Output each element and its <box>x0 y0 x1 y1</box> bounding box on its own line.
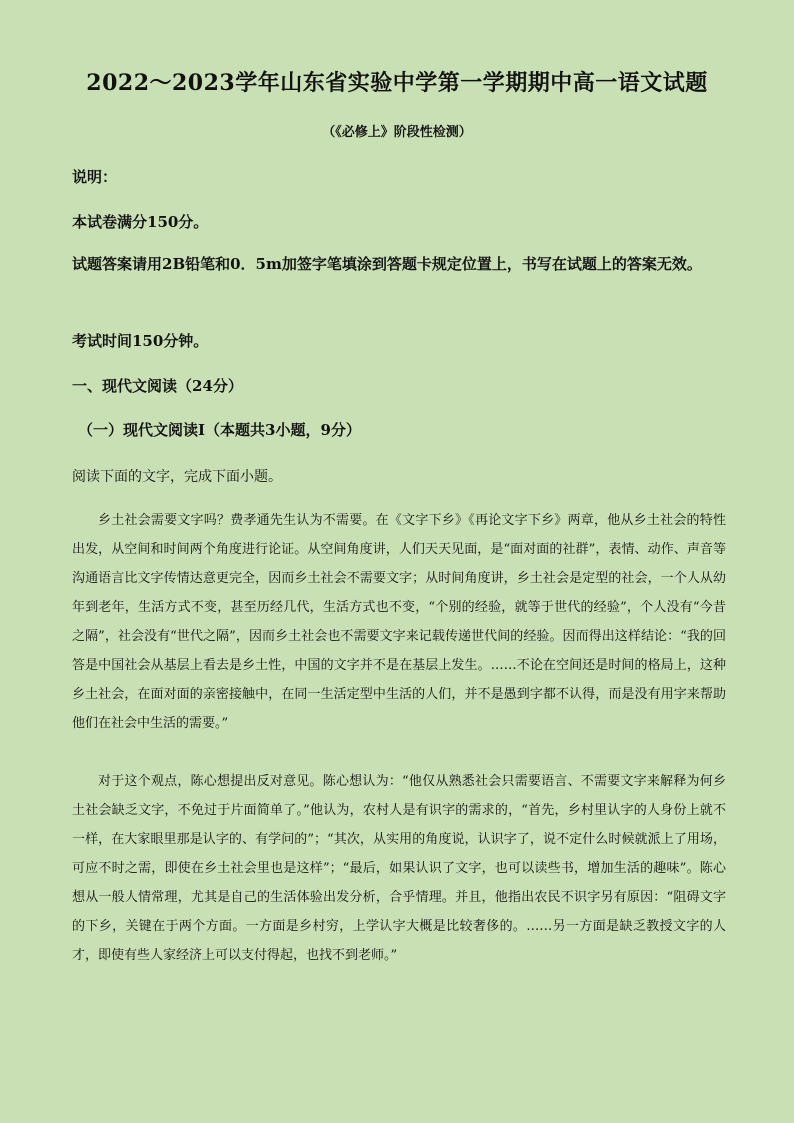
passage-paragraph-1: 乡土社会需要文字吗？费孝通先生认为不需要。在《文字下乡》《再论文字下乡》两章，他从乡土社会的特性出发，从空间和时间两个角度进行论证。从空间角度讲，人们天天见面，是“面对面的社群”，表情、动作、声音等沟通语言比文字传情达意更完全，因而乡土社会不需要文字；从时间角度讲，乡土社会是定型的社会，一个人从幼年到老年，生活方式不变，甚至历经几代，生活方式也不变，“个别的经验，就等于世代的经验”，个人没有“今昔之隔”，社会没有“世代之隔”，因而乡土社会也不需要文字来记载传递世代间的经验。因而得出这样结论：“我的回答是中国社会从基层上看去是乡土性，中国的文字并不是在基层上发生。……不论在空间还是时间的格局上，这种乡土社会，在面对面的亲密接触中，在同一生活定型中生活的人们，并不是愚到字都不认得，而是没有用字来帮助他们在社会中生活的需要。” <box>72 513 726 731</box>
document-title: 2022～2023学年山东省实验中学第一学期期中高一语文试题 <box>86 70 708 96</box>
notes-label: 说明： <box>72 168 118 186</box>
notes-item-score: 本试卷满分150分。 <box>72 213 209 231</box>
section-heading: 一、现代文阅读（24分） <box>72 377 243 395</box>
passage-paragraph-2: 对于这个观点，陈心想提出反对意见。陈心想认为：“他仅从熟悉社会只需要语言、不需要文字来解释为何乡土社会缺乏文字，不免过于片面简单了。”他认为，农村人是有识字的需求的，“首先，乡村里认字的人身份上就不一样，在大家眼里那是认字的、有学问的”；“其次，从实用的角度说，认识字了，说不定什么时候就派上了用场，可应不时之需，即使在乡土社会里也是这样”；“最后，如果认识了文字，也可以读些书，增加生活的趣味”。陈心想从一般人情常理，尤其是自己的生活体验出发分析，合乎情理。并且，他指出农民不识字另有原因：“阻碍文字的下乡，关键在于两个方面。一方面是乡村穷，上学认字大概是比较奢侈的。……另一方面是缺乏教授文字的人才，即使有些人家经济上可以支付得起，也找不到老师。” <box>72 774 726 963</box>
notes-item-answer: 试题答案请用2B铅笔和0．5m加签字笔填涂到答题卡规定位置上，书写在试题上的答案无效。 <box>72 255 702 273</box>
document-subtitle: （《必修上》阶段性检测） <box>322 125 472 140</box>
reading-instruction: 阅读下面的文字，完成下面小题。 <box>72 469 282 485</box>
subsection-heading: （一）现代文阅读Ⅰ（本题共3小题，9分） <box>78 421 361 439</box>
notes-item-time: 考试时间150分钟。 <box>72 332 209 350</box>
